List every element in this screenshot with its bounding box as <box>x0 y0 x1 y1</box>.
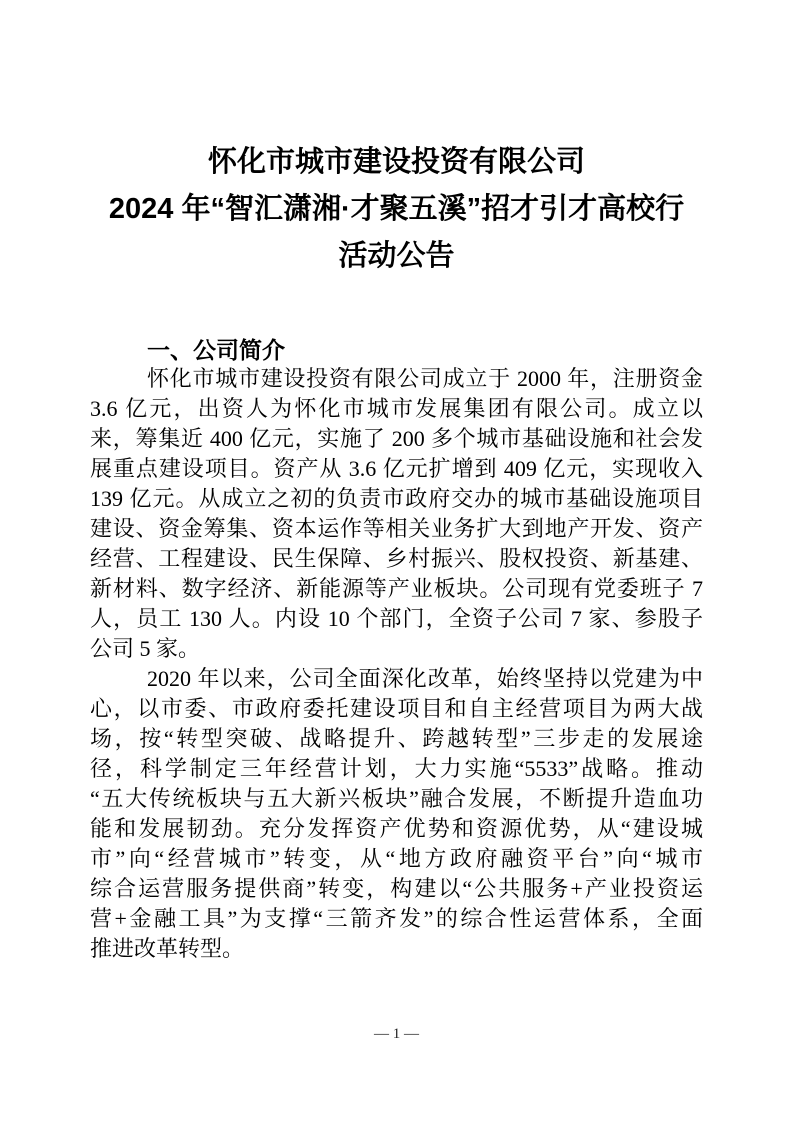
body-line: 推进改革转型。 <box>90 936 245 961</box>
title-line-1: 怀化市城市建设投资有限公司 <box>207 146 585 178</box>
body-line: 建设、资金筹集、资本运作等相关业务扩大到地产开发、资产 <box>90 516 703 541</box>
body-line: 经营、工程建设、民生保障、乡村振兴、股权投资、新基建、 <box>90 546 703 571</box>
section-heading-company-intro: 一、公司简介 <box>147 337 285 363</box>
body-line: 综合运营服务提供商”转变，构建以“公共服务+产业投资运 <box>90 876 703 901</box>
body-line: 怀化市城市建设投资有限公司成立于 2000 年，注册资金 <box>147 366 703 391</box>
body-line: 人，员工 130 人。内设 10 个部门，全资子公司 7 家、参股子 <box>90 606 703 631</box>
body-line: “五大传统板块与五大新兴板块”融合发展，不断提升造血功 <box>90 786 703 811</box>
body-line: 2020 年以来，公司全面深化改革，始终坚持以党建为中 <box>147 666 703 691</box>
body-line: 场，按“转型突破、战略提升、跨越转型”三步走的发展途 <box>90 726 703 751</box>
title-line-2: 2024 年“智汇潇湘·才聚五溪”招才引才高校行 <box>108 193 685 225</box>
body-line: 139 亿元。从成立之初的负责市政府交办的城市基础设施项目 <box>90 486 703 511</box>
body-line: 来，筹集近 400 亿元，实施了 200 多个城市基础设施和社会发 <box>90 426 703 451</box>
body-line: 3.6 亿元，出资人为怀化市城市发展集团有限公司。成立以 <box>90 396 703 421</box>
body-line: 心，以市委、市政府委托建设项目和自主经营项目为两大战 <box>90 696 703 721</box>
paragraph-company-overview <box>90 364 703 664</box>
body-line: 能和发展韧劲。充分发挥资产优势和资源优势，从“建设城 <box>90 816 703 841</box>
body-line: 展重点建设项目。资产从 3.6 亿元扩增到 409 亿元，实现收入 <box>90 456 703 481</box>
body-line: 公司 5 家。 <box>90 636 201 661</box>
body-line: 新材料、数字经济、新能源等产业板块。公司现有党委班子 7 <box>90 576 703 601</box>
body-line: 营+金融工具”为支撑“三箭齐发”的综合性运营体系，全面 <box>90 906 703 931</box>
document-content <box>90 0 703 964</box>
title-line-3: 活动公告 <box>338 240 455 272</box>
page-number: — 1 — <box>374 1026 419 1042</box>
document-title <box>90 0 703 280</box>
paragraph-reform-strategy <box>90 664 703 964</box>
body-line: 径，科学制定三年经营计划，大力实施“5533”战略。推动 <box>90 756 703 781</box>
body-line: 市”向“经营城市”转变，从“地方政府融资平台”向“城市 <box>90 846 703 871</box>
